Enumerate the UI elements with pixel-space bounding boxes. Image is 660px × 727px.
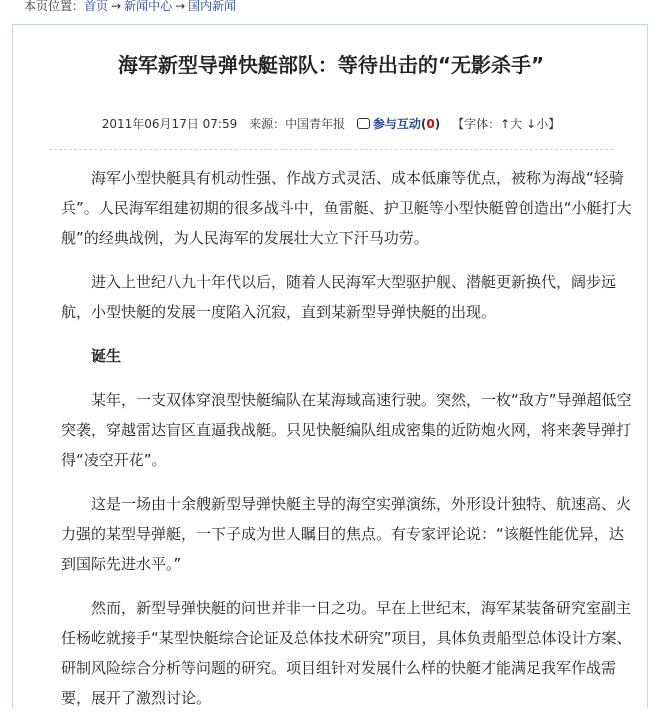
font-smaller-button[interactable]: ↓小 [526,117,549,131]
breadcrumb-separator: → [111,0,122,13]
paragraph: 这是一场由十余艘新型导弹快艇主导的海空实弹演练，外形设计独特、航速高、火力强的某型导弹艇，一下子成为世人瞩目的焦点。有专家评论说：“该艇性能优异，达到国际先进水平。” [61,495,632,573]
breadcrumb-link-domestic-news[interactable]: 国内新闻 [188,0,237,13]
discuss-count: 0 [426,117,435,131]
breadcrumb-link-home[interactable]: 首页 [84,0,109,13]
discuss-count-open: ( [420,117,427,131]
breadcrumb-separator: → [175,0,186,13]
font-size-control [452,117,560,131]
font-larger-button[interactable]: ↑大 [500,117,523,131]
article-title: 海军新型导弹快艇部队：等待出击的“无影杀手” [117,53,545,77]
paragraph: 然而，新型导弹快艇的问世并非一日之功。早在上世纪末，海军某装备研究室副主任杨屹就接手“某型快艇综合论证及总体技术研究”项目，具体负责船型总体设计方案、研制风险综合分析等问题的研究。项目组针对发展什么样的快艇才能满足我军作战需要，展开了激烈讨论。 [61,599,632,707]
breadcrumb-label: 本页位置： [24,0,85,13]
article-meta [13,115,649,132]
article-source: 来源：中国青年报 [249,117,346,131]
article-container [12,24,648,708]
breadcrumb-link-news-center[interactable]: 新闻中心 [124,0,173,13]
comment-bubble-icon [357,118,370,129]
paragraph: 进入上世纪八九十年代以后，随着人民海军大型驱护舰、潜艇更新换代，阔步远航，小型快艇的发展一度陷入沉寂，直到某新型导弹快艇的出现。 [61,273,617,321]
section-heading: 诞生 [91,347,122,365]
discuss-label[interactable]: 参与互动 [372,117,421,131]
discuss-count-close: ) [434,117,441,131]
discuss-link[interactable] [357,117,440,131]
paragraph: 某年，一支双体穿浪型快艇编队在某海域高速行驶。突然，一枚“敌方”导弹超低空突袭，穿越雷达盲区直逼我战艇。只见快艇编队组成密集的近防炮火网，将来袭导弹打得“凌空开花”。 [61,391,632,469]
font-size-close: 】 [548,117,561,131]
font-size-label: 【字体： [452,117,501,131]
paragraph: 海军小型快艇具有机动性强、作战方式灵活、成本低廉等优点，被称为海战“轻骑兵”。人民海军组建初期的很多战斗中，鱼雷艇、护卫艇等小型快艇曾创造出“小艇打大舰”的经典战例，为人民海军的发展壮大立下汗马功劳。 [61,169,632,247]
meta-divider [49,149,613,150]
publish-date: 2011年06月17日 07:59 [101,117,238,131]
breadcrumb [0,0,660,14]
article-body [61,163,633,727]
